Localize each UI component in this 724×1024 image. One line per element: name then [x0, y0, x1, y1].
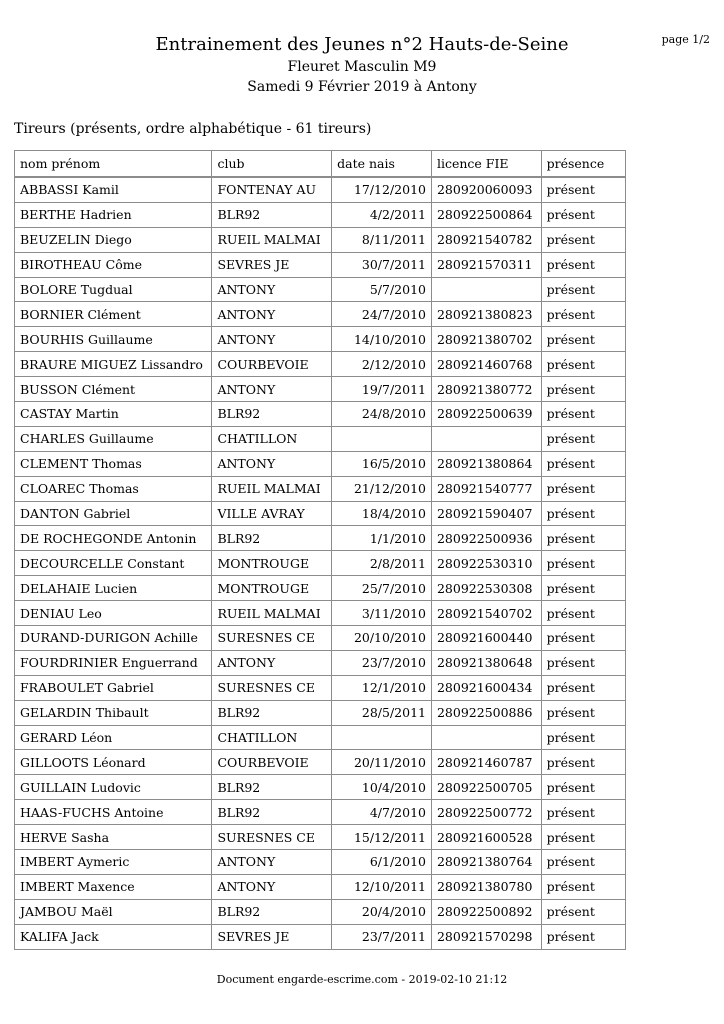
- table-row: [15, 402, 626, 427]
- cell-presence: présent: [541, 327, 625, 352]
- cell-birthdate: 20/10/2010: [332, 626, 432, 651]
- cell-birthdate: 14/10/2010: [332, 327, 432, 352]
- table-row: [15, 551, 626, 576]
- cell-birthdate: 25/7/2010: [332, 576, 432, 601]
- cell-presence: présent: [541, 451, 625, 476]
- cell-presence: présent: [541, 352, 625, 377]
- column-header-license: licence FIE: [431, 151, 541, 178]
- cell-club: BLR92: [212, 202, 332, 227]
- cell-birthdate: 10/4/2010: [332, 775, 432, 800]
- cell-license: 280921460768: [431, 352, 541, 377]
- cell-club: BLR92: [212, 899, 332, 924]
- cell-license: 280920060093: [431, 177, 541, 202]
- cell-license: 280921600440: [431, 626, 541, 651]
- cell-name: IMBERT Aymeric: [15, 850, 212, 875]
- cell-license: 280922500705: [431, 775, 541, 800]
- cell-license: 280921600528: [431, 825, 541, 850]
- cell-birthdate: 8/11/2011: [332, 227, 432, 252]
- section-title: Tireurs (présents, ordre alphabétique - 61 tireurs): [14, 121, 372, 137]
- cell-birthdate: 12/1/2010: [332, 675, 432, 700]
- cell-club: ANTONY: [212, 277, 332, 302]
- cell-birthdate: 21/12/2010: [332, 476, 432, 501]
- cell-presence: présent: [541, 402, 625, 427]
- cell-presence: présent: [541, 202, 625, 227]
- cell-birthdate: [332, 426, 432, 451]
- cell-presence: présent: [541, 750, 625, 775]
- table-row: [15, 451, 626, 476]
- cell-presence: présent: [541, 277, 625, 302]
- table-row: [15, 924, 626, 949]
- table-row: [15, 899, 626, 924]
- table-row: [15, 476, 626, 501]
- cell-birthdate: 3/11/2010: [332, 601, 432, 626]
- cell-name: CLOAREC Thomas: [15, 476, 212, 501]
- cell-birthdate: 17/12/2010: [332, 177, 432, 202]
- cell-name: BIROTHEAU Côme: [15, 252, 212, 277]
- cell-birthdate: 28/5/2011: [332, 700, 432, 725]
- cell-birthdate: 2/8/2011: [332, 551, 432, 576]
- cell-name: HAAS-FUCHS Antoine: [15, 800, 212, 825]
- cell-name: FOURDRINIER Enguerrand: [15, 650, 212, 675]
- cell-club: RUEIL MALMAI: [212, 227, 332, 252]
- cell-club: CHATILLON: [212, 725, 332, 750]
- cell-license: 280921590407: [431, 501, 541, 526]
- column-header-name: nom prénom: [15, 151, 212, 178]
- cell-club: SURESNES CE: [212, 675, 332, 700]
- cell-name: BRAURE MIGUEZ Lissandro: [15, 352, 212, 377]
- cell-birthdate: 5/7/2010: [332, 277, 432, 302]
- cell-club: MONTROUGE: [212, 551, 332, 576]
- table-row: [15, 825, 626, 850]
- cell-name: CLEMENT Thomas: [15, 451, 212, 476]
- cell-birthdate: 1/1/2010: [332, 526, 432, 551]
- table-row: [15, 576, 626, 601]
- cell-birthdate: 12/10/2011: [332, 874, 432, 899]
- cell-birthdate: 24/8/2010: [332, 402, 432, 427]
- cell-license: 280921570311: [431, 252, 541, 277]
- cell-presence: présent: [541, 576, 625, 601]
- cell-name: HERVE Sasha: [15, 825, 212, 850]
- cell-birthdate: 30/7/2011: [332, 252, 432, 277]
- cell-license: [431, 277, 541, 302]
- cell-presence: présent: [541, 675, 625, 700]
- cell-name: BOURHIS Guillaume: [15, 327, 212, 352]
- cell-name: GELARDIN Thibault: [15, 700, 212, 725]
- cell-club: ANTONY: [212, 377, 332, 402]
- cell-name: BERTHE Hadrien: [15, 202, 212, 227]
- cell-club: FONTENAY AU: [212, 177, 332, 202]
- cell-club: RUEIL MALMAI: [212, 476, 332, 501]
- cell-license: 280922500892: [431, 899, 541, 924]
- table-row: [15, 700, 626, 725]
- event-date: Samedi 9 Février 2019 à Antony: [247, 79, 477, 95]
- cell-name: JAMBOU Maël: [15, 899, 212, 924]
- table-row: [15, 202, 626, 227]
- cell-birthdate: 23/7/2011: [332, 924, 432, 949]
- cell-presence: présent: [541, 874, 625, 899]
- table-row: [15, 775, 626, 800]
- cell-presence: présent: [541, 377, 625, 402]
- cell-club: BLR92: [212, 800, 332, 825]
- document-header: [0, 34, 724, 97]
- cell-presence: présent: [541, 302, 625, 327]
- cell-license: 280921380648: [431, 650, 541, 675]
- cell-birthdate: 4/7/2010: [332, 800, 432, 825]
- cell-name: BORNIER Clément: [15, 302, 212, 327]
- table-row: [15, 352, 626, 377]
- cell-club: SURESNES CE: [212, 626, 332, 651]
- cell-license: 280921540777: [431, 476, 541, 501]
- cell-birthdate: 15/12/2011: [332, 825, 432, 850]
- cell-name: DECOURCELLE Constant: [15, 551, 212, 576]
- cell-license: 280922500772: [431, 800, 541, 825]
- cell-presence: présent: [541, 252, 625, 277]
- cell-presence: présent: [541, 227, 625, 252]
- table-row: [15, 426, 626, 451]
- table-row: [15, 252, 626, 277]
- cell-presence: présent: [541, 775, 625, 800]
- cell-name: IMBERT Maxence: [15, 874, 212, 899]
- cell-presence: présent: [541, 924, 625, 949]
- cell-birthdate: 24/7/2010: [332, 302, 432, 327]
- cell-club: RUEIL MALMAI: [212, 601, 332, 626]
- cell-name: ABBASSI Kamil: [15, 177, 212, 202]
- cell-name: GUILLAIN Ludovic: [15, 775, 212, 800]
- cell-license: 280922500639: [431, 402, 541, 427]
- column-header-club: club: [212, 151, 332, 178]
- cell-license: 280921380772: [431, 377, 541, 402]
- table-row: [15, 626, 626, 651]
- cell-presence: présent: [541, 899, 625, 924]
- cell-presence: présent: [541, 501, 625, 526]
- cell-license: [431, 725, 541, 750]
- cell-presence: présent: [541, 825, 625, 850]
- cell-presence: présent: [541, 800, 625, 825]
- cell-license: 280921380764: [431, 850, 541, 875]
- cell-birthdate: 4/2/2011: [332, 202, 432, 227]
- cell-license: 280921540702: [431, 601, 541, 626]
- cell-birthdate: 20/11/2010: [332, 750, 432, 775]
- cell-presence: présent: [541, 526, 625, 551]
- fencers-table: [14, 150, 626, 950]
- cell-birthdate: 16/5/2010: [332, 451, 432, 476]
- cell-name: CHARLES Guillaume: [15, 426, 212, 451]
- cell-club: BLR92: [212, 700, 332, 725]
- cell-name: FRABOULET Gabriel: [15, 675, 212, 700]
- table-header-row: [15, 151, 626, 178]
- cell-presence: présent: [541, 626, 625, 651]
- cell-presence: présent: [541, 725, 625, 750]
- cell-name: DANTON Gabriel: [15, 501, 212, 526]
- table-row: [15, 601, 626, 626]
- column-header-birthdate: date nais: [332, 151, 432, 178]
- cell-license: [431, 426, 541, 451]
- cell-birthdate: 18/4/2010: [332, 501, 432, 526]
- table-row: [15, 177, 626, 202]
- cell-name: CASTAY Martin: [15, 402, 212, 427]
- table-row: [15, 377, 626, 402]
- cell-name: BEUZELIN Diego: [15, 227, 212, 252]
- cell-license: 280921380823: [431, 302, 541, 327]
- cell-license: 280921600434: [431, 675, 541, 700]
- cell-license: 280922500886: [431, 700, 541, 725]
- cell-license: 280921570298: [431, 924, 541, 949]
- cell-name: DURAND-DURIGON Achille: [15, 626, 212, 651]
- cell-club: ANTONY: [212, 650, 332, 675]
- cell-presence: présent: [541, 650, 625, 675]
- table-body: [15, 177, 626, 949]
- cell-birthdate: 6/1/2010: [332, 850, 432, 875]
- table-row: [15, 675, 626, 700]
- table-row: [15, 750, 626, 775]
- table-row: [15, 526, 626, 551]
- cell-club: ANTONY: [212, 850, 332, 875]
- cell-license: 280921380864: [431, 451, 541, 476]
- cell-birthdate: 23/7/2010: [332, 650, 432, 675]
- cell-license: 280921460787: [431, 750, 541, 775]
- cell-club: MONTROUGE: [212, 576, 332, 601]
- document-footer: Document engarde-escrime.com - 2019-02-10 21:12: [216, 973, 508, 986]
- cell-birthdate: [332, 725, 432, 750]
- document-subtitle: Fleuret Masculin M9: [287, 59, 437, 75]
- table-row: [15, 874, 626, 899]
- table-row: [15, 650, 626, 675]
- cell-birthdate: 2/12/2010: [332, 352, 432, 377]
- cell-club: SEVRES JE: [212, 924, 332, 949]
- cell-club: COURBEVOIE: [212, 750, 332, 775]
- cell-club: COURBEVOIE: [212, 352, 332, 377]
- table-row: [15, 501, 626, 526]
- page-number: page 1/2: [661, 33, 710, 46]
- cell-license: 280922530308: [431, 576, 541, 601]
- cell-club: BLR92: [212, 775, 332, 800]
- cell-name: DELAHAIE Lucien: [15, 576, 212, 601]
- table-row: [15, 850, 626, 875]
- cell-presence: présent: [541, 601, 625, 626]
- cell-club: BLR92: [212, 526, 332, 551]
- cell-name: BUSSON Clément: [15, 377, 212, 402]
- cell-license: 280922500936: [431, 526, 541, 551]
- cell-license: 280922500864: [431, 202, 541, 227]
- table-row: [15, 327, 626, 352]
- cell-presence: présent: [541, 850, 625, 875]
- cell-license: 280922530310: [431, 551, 541, 576]
- cell-name: GILLOOTS Léonard: [15, 750, 212, 775]
- table-row: [15, 800, 626, 825]
- cell-club: SURESNES CE: [212, 825, 332, 850]
- cell-presence: présent: [541, 426, 625, 451]
- table-row: [15, 277, 626, 302]
- table-row: [15, 227, 626, 252]
- table-row: [15, 725, 626, 750]
- cell-presence: présent: [541, 700, 625, 725]
- cell-birthdate: 20/4/2010: [332, 899, 432, 924]
- cell-name: DE ROCHEGONDE Antonin: [15, 526, 212, 551]
- cell-license: 280921380780: [431, 874, 541, 899]
- cell-name: KALIFA Jack: [15, 924, 212, 949]
- cell-club: ANTONY: [212, 874, 332, 899]
- cell-club: CHATILLON: [212, 426, 332, 451]
- cell-license: 280921540782: [431, 227, 541, 252]
- cell-name: BOLORE Tugdual: [15, 277, 212, 302]
- cell-name: DENIAU Leo: [15, 601, 212, 626]
- cell-club: BLR92: [212, 402, 332, 427]
- column-header-presence: présence: [541, 151, 625, 178]
- cell-license: 280921380702: [431, 327, 541, 352]
- cell-club: ANTONY: [212, 451, 332, 476]
- cell-presence: présent: [541, 177, 625, 202]
- document-title: Entrainement des Jeunes n°2 Hauts-de-Seine: [155, 34, 569, 55]
- cell-name: GERARD Léon: [15, 725, 212, 750]
- cell-club: VILLE AVRAY: [212, 501, 332, 526]
- cell-club: SEVRES JE: [212, 252, 332, 277]
- cell-club: ANTONY: [212, 327, 332, 352]
- cell-club: ANTONY: [212, 302, 332, 327]
- cell-presence: présent: [541, 476, 625, 501]
- cell-birthdate: 19/7/2011: [332, 377, 432, 402]
- table-row: [15, 302, 626, 327]
- cell-presence: présent: [541, 551, 625, 576]
